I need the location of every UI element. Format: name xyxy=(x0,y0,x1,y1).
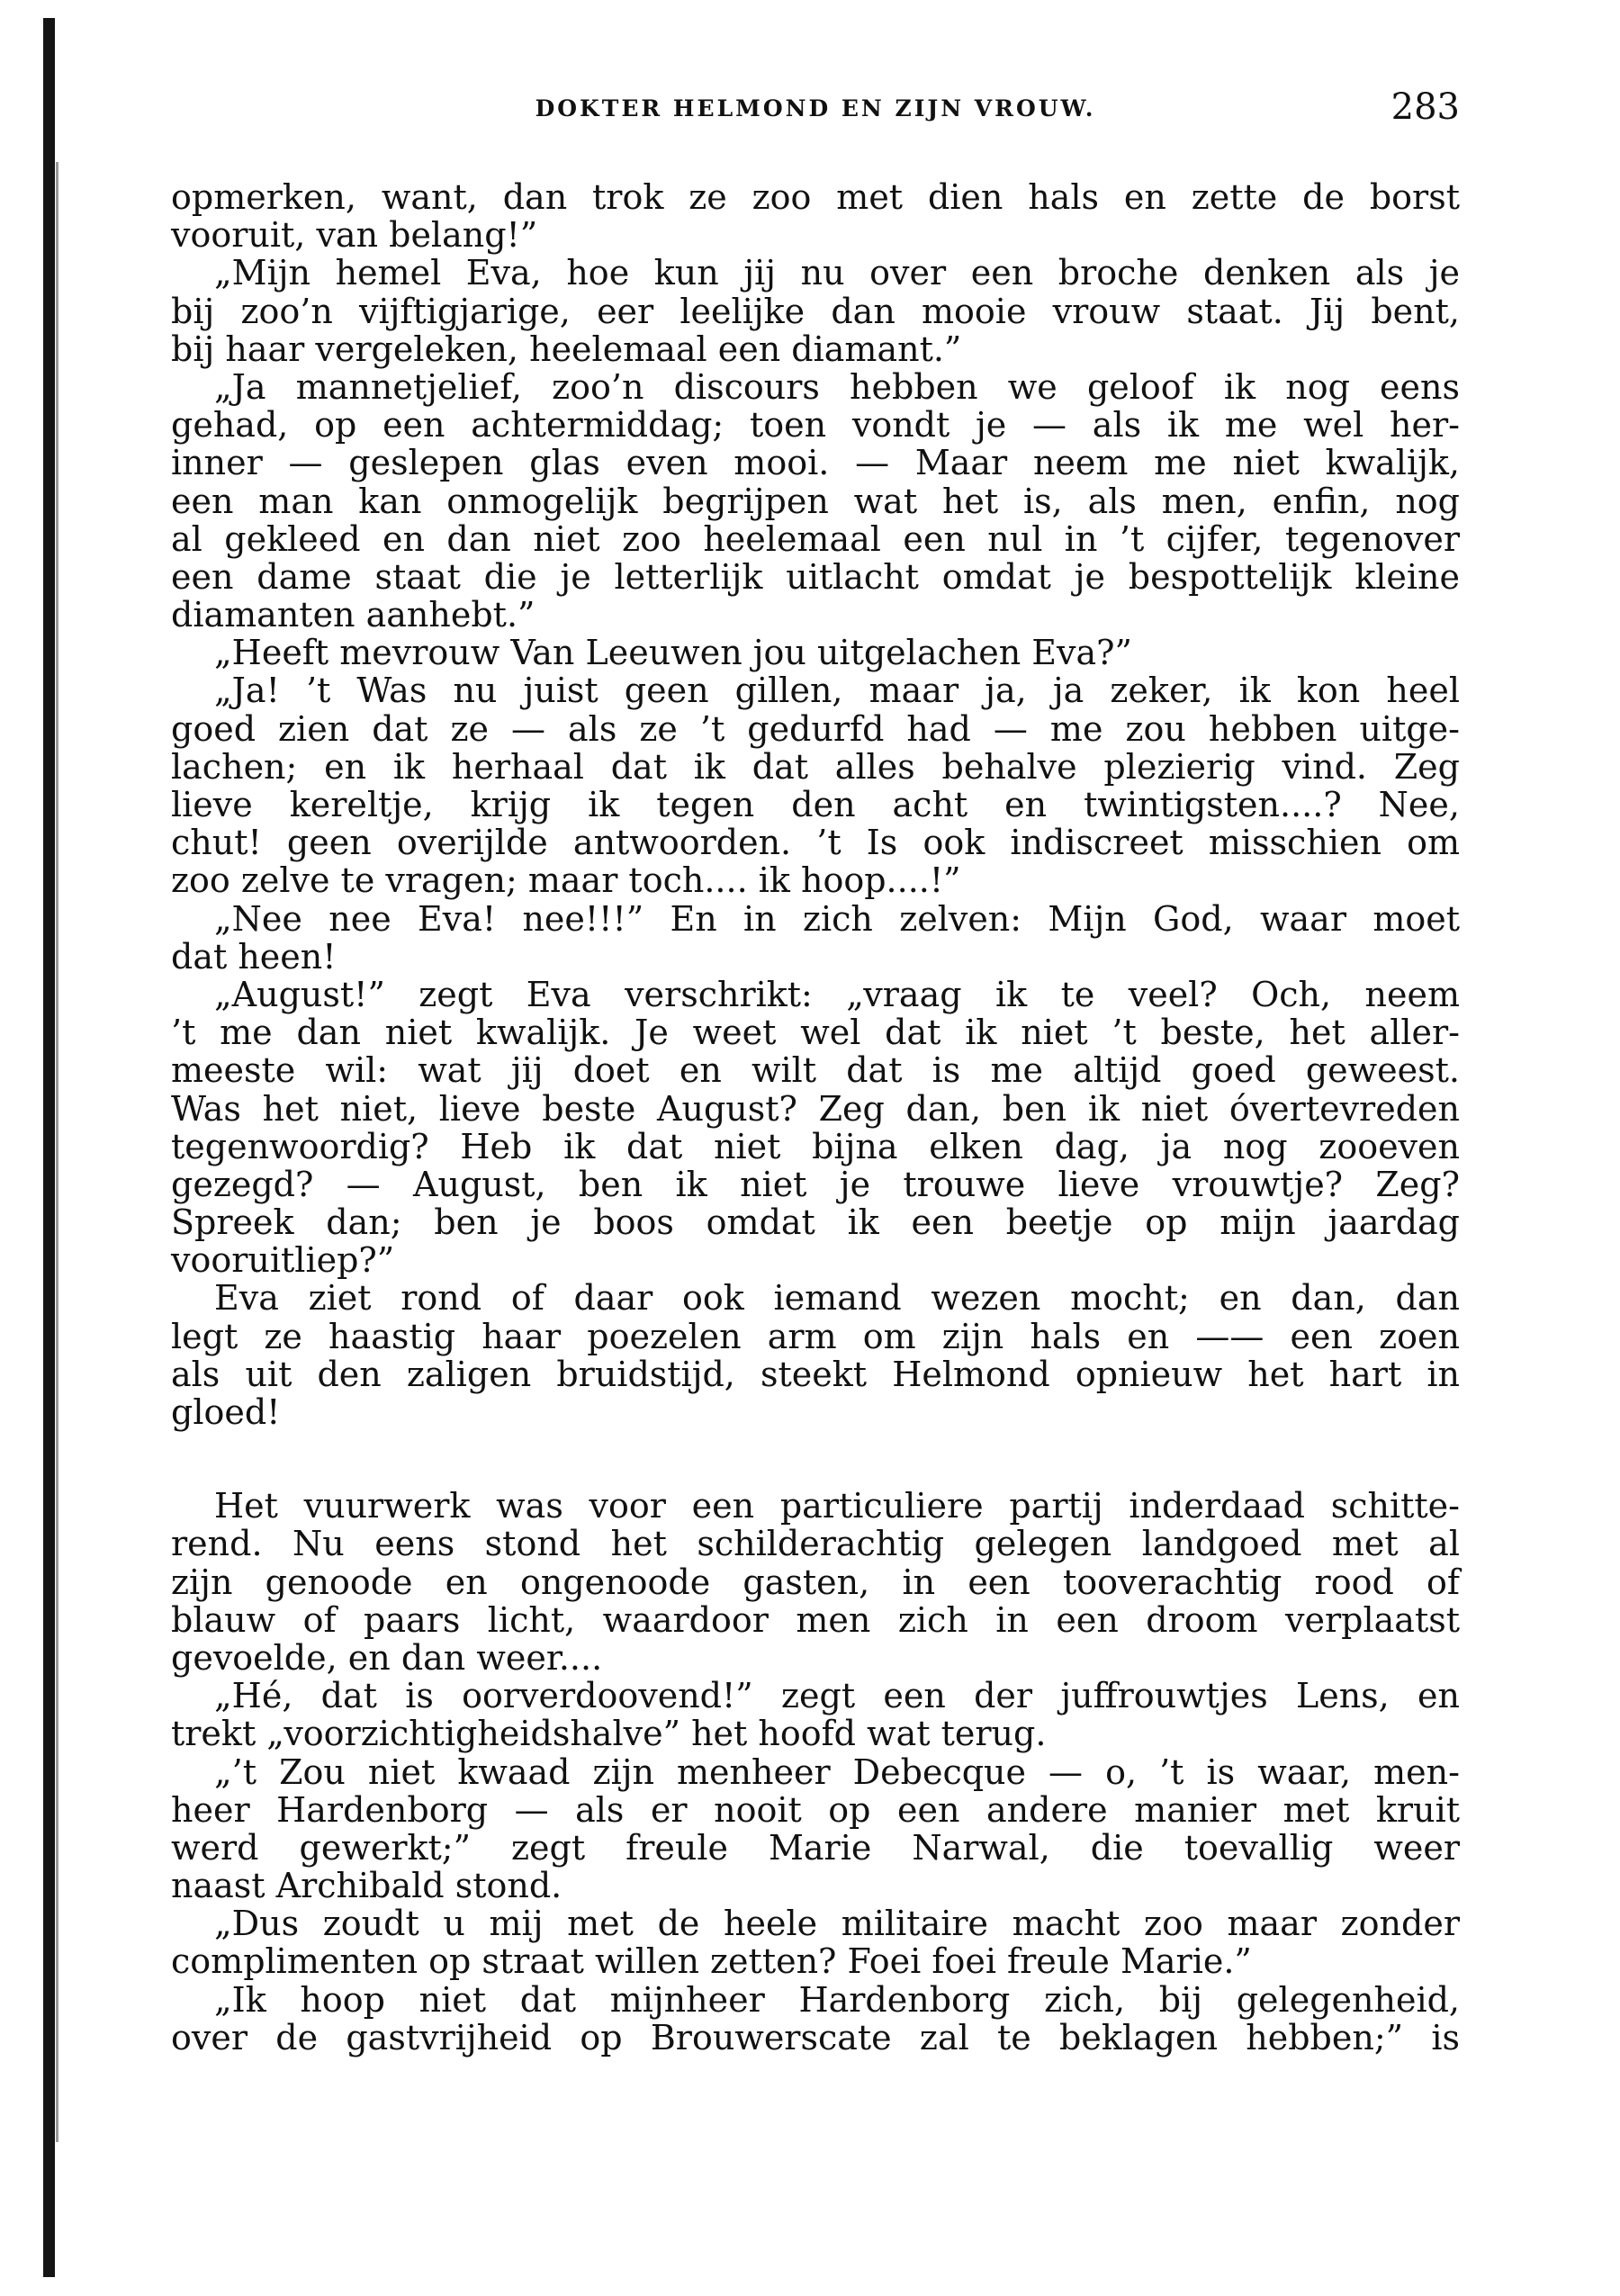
text-line: „Ja! ’t Was nu juist geen gillen, maar ja, ja zeker, ik kon heel xyxy=(214,671,1460,711)
text-line: vooruitliep?” xyxy=(171,1240,395,1281)
text-line: gehad, op een achtermiddag; toen vondt je — als ik me wel her- xyxy=(171,405,1460,446)
text-line: „Ik hoop niet dat mijnheer Hardenborg zich, bij gelegenheid, xyxy=(214,1979,1460,2020)
body-text xyxy=(171,178,1460,2057)
text-line: „Nee nee Eva! nee!!!” En in zich zelven: Mijn God, waar moet xyxy=(214,898,1460,939)
text-line: trekt „voorzichtigheidshalve” het hoofd wat terug. xyxy=(171,1714,1047,1754)
text-line: legt ze haastig haar poezelen arm om zijn hals en —— een zoen xyxy=(171,1316,1460,1356)
text-line: goed zien dat ze — als ze ’t gedurfd had — me zou hebben uitge- xyxy=(171,708,1460,749)
text-line: „August!” zegt Eva verschrikt: „vraag ik te veel? Och, neem xyxy=(214,974,1460,1014)
text-line: Het vuurwerk was voor een particuliere partij inderdaad schitte- xyxy=(214,1486,1460,1526)
text-line: Eva ziet rond of daar ook iemand wezen mocht; en dan, dan xyxy=(214,1278,1460,1319)
binding-edge xyxy=(43,18,55,2277)
binding-edge-shadow xyxy=(56,162,58,2142)
text-line: gloed! xyxy=(171,1392,281,1432)
text-line: heer Hardenborg — als er nooit op een andere manier met kruit xyxy=(171,1789,1460,1830)
text-line: diamanten aanhebt.” xyxy=(171,595,536,635)
text-line: als uit den zaligen bruidstijd, steekt Helmond opnieuw het hart in xyxy=(171,1354,1460,1394)
text-line: „Ja mannetjelief, zoo’n discours hebben we geloof ik nog eens xyxy=(214,366,1460,407)
running-title: DOKTER HELMOND EN ZIJN VROUW. xyxy=(535,95,1096,122)
text-line: rend. Nu eens stond het schilderachtig gelegen landgoed met al xyxy=(171,1524,1460,1564)
text-line: over de gastvrijheid op Brouwerscate zal te beklagen hebben;” is xyxy=(171,2017,1460,2057)
text-line: gevoelde, en dan weer.... xyxy=(171,1637,603,1678)
page-number: 283 xyxy=(1390,86,1460,128)
text-line: zijn genoode en ongenoode gasten, in een tooverachtig rood of xyxy=(171,1562,1460,1602)
text-line: gezegd? — August, ben ik niet je trouwe lieve vrouwtje? Zeg? xyxy=(171,1164,1460,1204)
text-line: complimenten op straat willen zetten? Foei foei freule Marie.” xyxy=(171,1941,1252,1982)
text-line: meeste wil: wat jij doet en wilt dat is me altijd goed geweest. xyxy=(171,1050,1460,1091)
text-line: „Heeft mevrouw Van Leeuwen jou uitgelachen Eva?” xyxy=(214,633,1132,673)
text-line: tegenwoordig? Heb ik dat niet bijna elken dag, ja nog zooeven xyxy=(171,1126,1460,1166)
text-line: dat heen! xyxy=(171,936,337,977)
page-header xyxy=(171,86,1460,140)
text-line: zoo zelve te vragen; maar toch.... ik hoop....!” xyxy=(171,860,961,901)
text-line: naast Archibald stond. xyxy=(171,1866,562,1906)
text-line: werd gewerkt;” zegt freule Marie Narwal, die toevallig weer xyxy=(171,1827,1460,1868)
text-line: een man kan onmogelijk begrijpen wat het is, als men, enfin, nog xyxy=(171,481,1460,521)
text-line: blauw of paars licht, waardoor men zich in een droom verplaatst xyxy=(171,1599,1460,1640)
text-line: al gekleed en dan niet zoo heelemaal een nul in ’t cijfer, tegenover xyxy=(171,518,1460,559)
section-break xyxy=(171,1431,1460,1487)
text-line: inner — geslepen glas even mooi. — Maar neem me niet kwalijk, xyxy=(171,443,1460,483)
text-line: vooruit, van belang!” xyxy=(171,215,538,256)
text-line: bij haar vergeleken, heelemaal een diamant.” xyxy=(171,329,962,369)
text-line: „Mijn hemel Eva, hoe kun jij nu over een broche denken als je xyxy=(214,253,1460,293)
text-line: bij zoo’n vijftigjarige, eer leelijke dan mooie vrouw staat. Jij bent, xyxy=(171,291,1460,331)
text-line: chut! geen overijlde antwoorden. ’t Is ook indiscreet misschien om xyxy=(171,823,1460,863)
text-line: opmerken, want, dan trok ze zoo met dien hals en zette de borst xyxy=(171,177,1460,217)
text-line: Was het niet, lieve beste August? Zeg dan, ben ik niet óvertevreden xyxy=(171,1088,1460,1129)
text-line: „Dus zoudt u mij met de heele militaire macht zoo maar zonder xyxy=(214,1904,1460,1944)
text-line: lieve kereltje, krijg ik tegen den acht en twintigsten....? Nee, xyxy=(171,785,1460,824)
text-line: een dame staat die je letterlijk uitlacht omdat je bespottelijk kleine xyxy=(171,556,1460,597)
text-line: Spreek dan; ben je boos omdat ik een beetje op mijn jaardag xyxy=(171,1202,1460,1243)
text-line: lachen; en ik herhaal dat ik dat alles behalve plezierig vind. Zeg xyxy=(171,746,1460,787)
text-line: ’t me dan niet kwalijk. Je weet wel dat ik niet ’t beste, het aller- xyxy=(171,1013,1460,1053)
text-line: „’t Zou niet kwaad zijn menheer Debecque — o, ’t is waar, men- xyxy=(214,1751,1460,1792)
text-line: „Hé, dat is oorverdoovend!” zegt een der juffrouwtjes Lens, en xyxy=(214,1676,1460,1716)
